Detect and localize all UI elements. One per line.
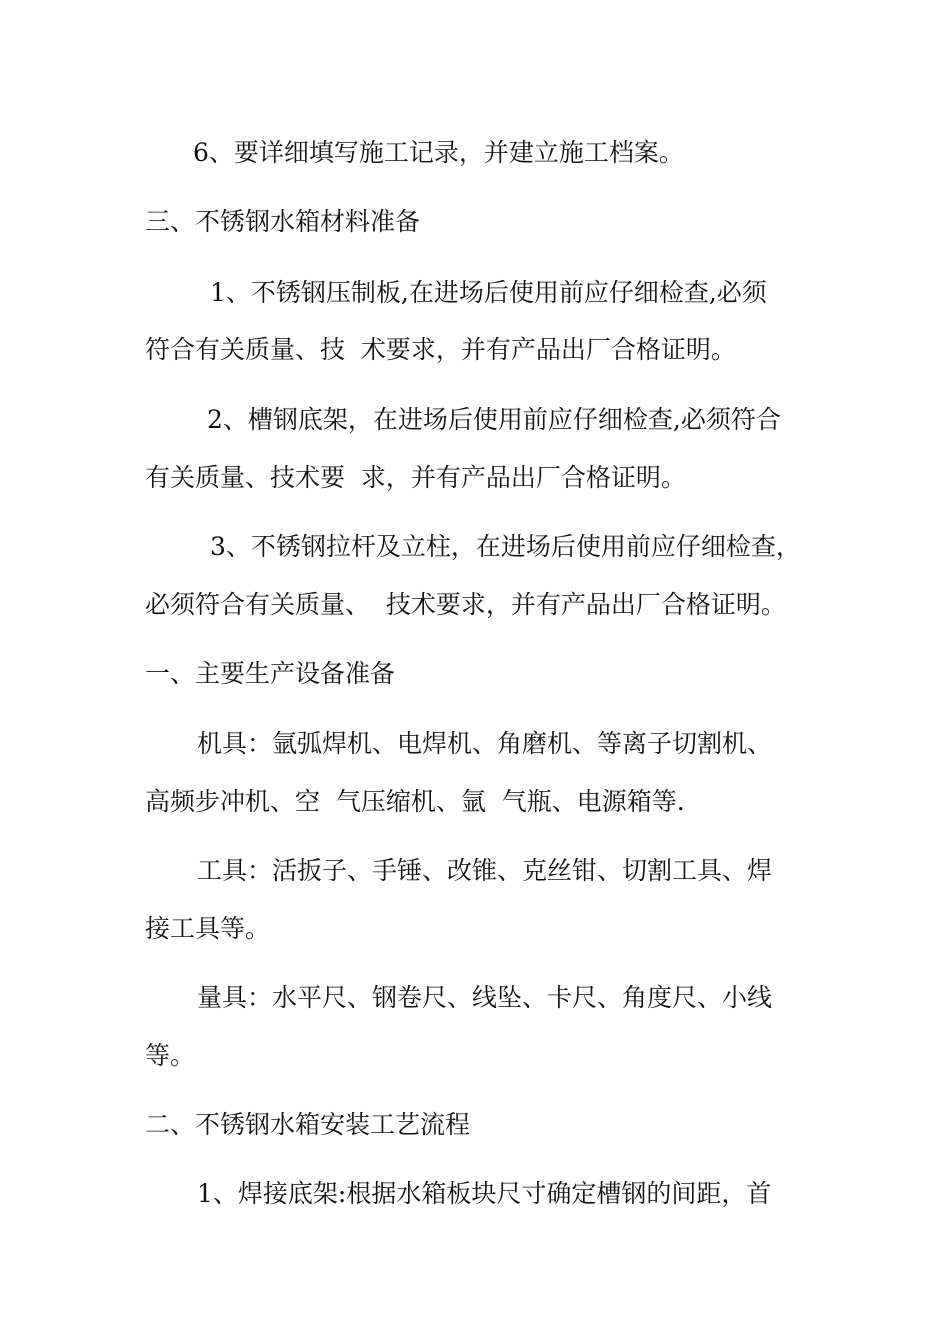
paragraph-line: 2、槽钢底架，在进场后使用前应仔细检查,必须符合: [207, 405, 781, 434]
paragraph-line: 必须符合有关质量、 技术要求，并有产品出厂合格证明。: [145, 590, 786, 619]
paragraph-line: 1、不锈钢压制板,在进场后使用前应仔细检查,必须: [210, 278, 767, 307]
paragraph-line: 机具：氩弧焊机、电焊机、角磨机、等离子切割机、: [197, 729, 773, 758]
paragraph-line: 高频步冲机、空 气压缩机、氩 气瓶、电源箱等.: [145, 787, 685, 816]
section-heading-2: 二、不锈钢水箱安装工艺流程: [145, 1110, 471, 1139]
paragraph-line: 3、不锈钢拉杆及立柱，在进场后使用前应仔细检查，: [210, 532, 801, 561]
paragraph-line: 等。: [145, 1041, 196, 1070]
paragraph-line: 接工具等。: [145, 914, 271, 943]
section-heading-1: 一、主要生产设备准备: [145, 659, 396, 688]
paragraph-line: 1、焊接底架:根据水箱板块尺寸确定槽钢的间距，首: [197, 1179, 772, 1208]
paragraph-line: 工具：活扳子、手锤、改锥、克丝钳、切割工具、焊: [197, 856, 773, 885]
paragraph-line: 符合有关质量、技 术要求，并有产品出厂合格证明。: [145, 335, 736, 364]
paragraph-item-6: 6、要详细填写施工记录，并建立施工档案。: [193, 138, 684, 167]
paragraph-line: 量具：水平尺、钢卷尺、线坠、卡尺、角度尺、小线: [197, 983, 773, 1012]
paragraph-line: 有关质量、技术要 求，并有产品出厂合格证明。: [145, 463, 686, 492]
section-heading-3: 三、不锈钢水箱材料准备: [145, 207, 421, 236]
